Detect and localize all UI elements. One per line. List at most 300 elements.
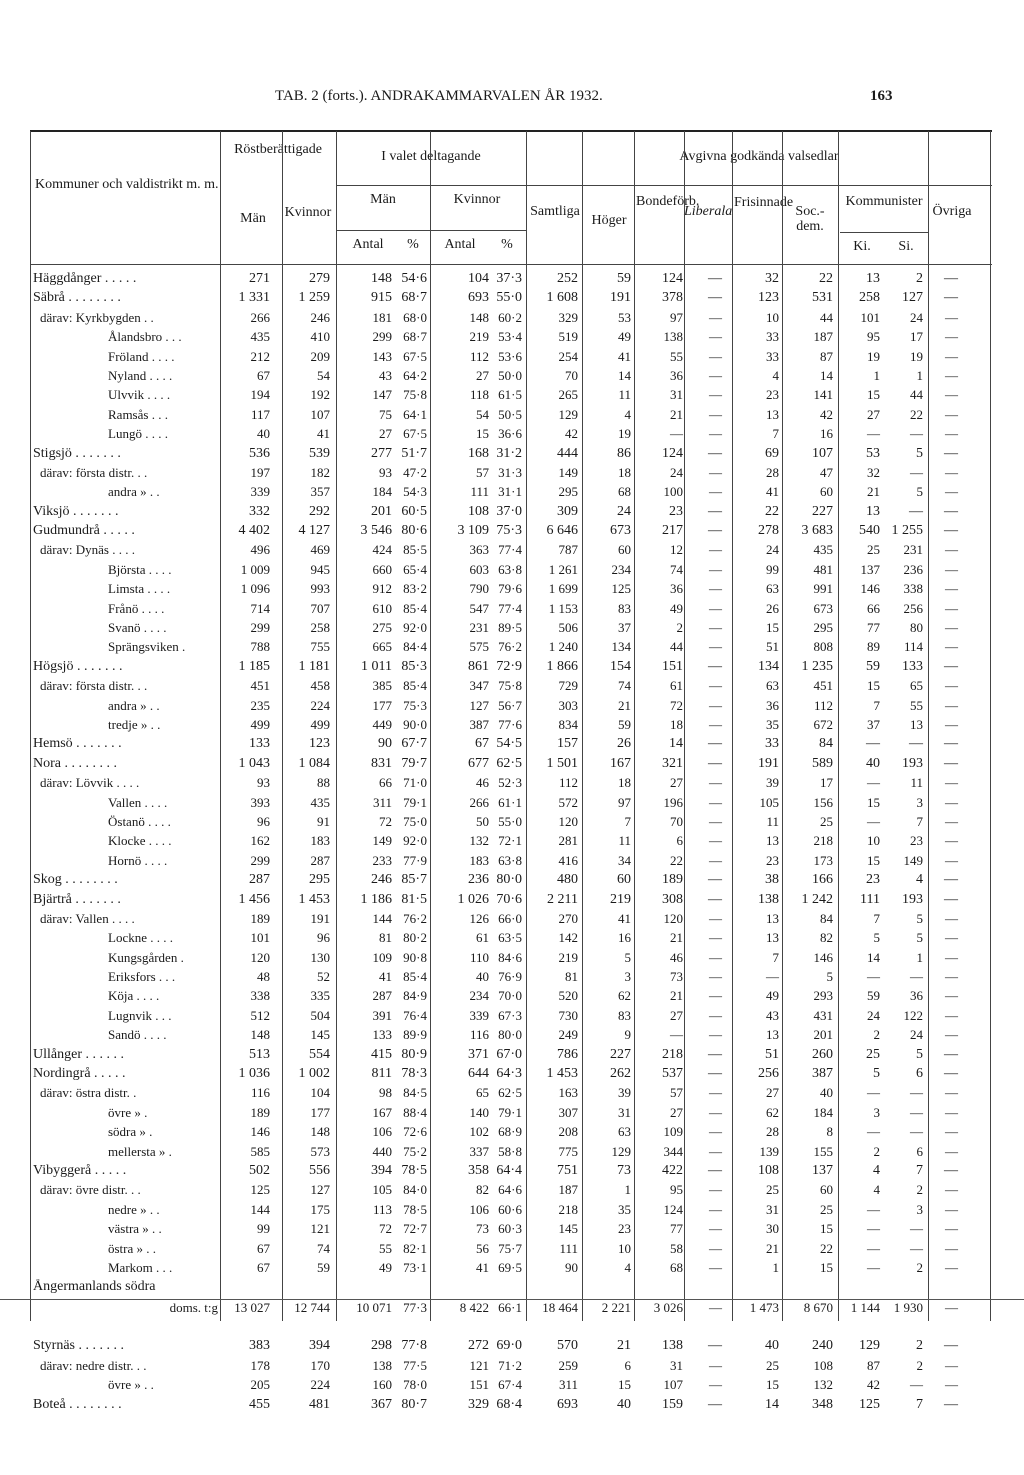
cell: 24 xyxy=(910,1027,923,1043)
cell: 42 xyxy=(820,406,833,422)
cell: — xyxy=(709,620,722,636)
cell: 480 xyxy=(557,872,578,888)
cell: — xyxy=(910,969,923,985)
cell: 693 xyxy=(468,290,489,306)
row-label: därav: Vallen . . . . xyxy=(40,910,135,926)
cell: 127 xyxy=(310,1182,330,1198)
cell: 23 xyxy=(766,852,779,868)
row-label: nedre » . . xyxy=(108,1201,160,1217)
cell: 224 xyxy=(310,697,330,713)
cell: 12 xyxy=(670,542,683,558)
cell: 610 xyxy=(372,600,392,616)
cell: 18 xyxy=(618,775,631,791)
cell: 167 xyxy=(610,755,631,771)
cell: 212 xyxy=(250,348,270,364)
cell: 5 xyxy=(916,1046,923,1062)
cell: 191 xyxy=(310,910,330,926)
cell: — xyxy=(709,1299,722,1315)
row-label: därav: nedre distr. . . xyxy=(40,1357,147,1373)
cell: 258 xyxy=(310,620,330,636)
cell: 67·4 xyxy=(498,1377,522,1393)
cell: 105 xyxy=(372,1182,392,1198)
cell: 40 xyxy=(765,1338,779,1354)
cell: 8 422 xyxy=(459,1299,489,1315)
cell: 82 xyxy=(820,930,833,946)
cell: 53·4 xyxy=(498,329,522,345)
cell: 111 xyxy=(559,1240,578,1256)
row-label: Frånö . . . . xyxy=(108,600,165,616)
cell: 469 xyxy=(310,542,330,558)
cell: 75·3 xyxy=(403,697,427,713)
cell: 33 xyxy=(766,329,779,345)
cell: 90 xyxy=(378,736,392,752)
cell: 16 xyxy=(820,426,833,442)
cell: 55 xyxy=(379,1240,392,1256)
cell: 554 xyxy=(309,1046,330,1062)
cell: — xyxy=(945,1259,958,1275)
cell: 831 xyxy=(371,755,392,771)
cell: 14 xyxy=(765,1396,779,1412)
cell: 72 xyxy=(379,1221,392,1237)
cell: 246 xyxy=(310,309,330,325)
cell: 149 xyxy=(372,833,392,849)
cell: 36 xyxy=(670,581,683,597)
cell: — xyxy=(867,1124,880,1140)
cell: 357 xyxy=(310,484,330,500)
cell: 31 xyxy=(618,1104,631,1120)
cell: 105 xyxy=(759,794,779,810)
cell: 84·4 xyxy=(403,639,427,655)
cell: 147 xyxy=(372,387,392,403)
cell: 129 xyxy=(558,406,578,422)
cell: 54·6 xyxy=(401,271,427,286)
cell: 84·9 xyxy=(403,988,427,1004)
cell: — xyxy=(945,1124,958,1140)
cell: 126 xyxy=(469,910,489,926)
cell: — xyxy=(708,1162,722,1178)
cell: 196 xyxy=(663,794,683,810)
cell: 88·4 xyxy=(403,1104,427,1120)
cell: 117 xyxy=(250,406,270,422)
row-label: Klocke . . . . xyxy=(108,833,172,849)
cell: 234 xyxy=(611,561,631,577)
cell: 40 xyxy=(617,1396,631,1412)
cell: 107 xyxy=(663,1377,683,1393)
row-label: Köja . . . . xyxy=(108,988,160,1004)
cell: — xyxy=(708,1046,722,1062)
cell: 22 xyxy=(819,271,833,286)
table-row xyxy=(0,271,1024,290)
cell: 31 xyxy=(670,387,683,403)
cell: 19 xyxy=(867,348,880,364)
cell: 393 xyxy=(250,794,270,810)
row-label: Ulvvik . . . . xyxy=(108,387,171,403)
cell: 69·0 xyxy=(496,1338,522,1354)
cell: 209 xyxy=(310,348,330,364)
cell: 309 xyxy=(557,503,578,519)
cell: 125 xyxy=(611,581,631,597)
cell: 266 xyxy=(469,794,489,810)
cell: — xyxy=(709,716,722,732)
col-socdem: Soc.-dem. xyxy=(795,204,825,234)
cell: 21 xyxy=(670,406,683,422)
cell: — xyxy=(945,1201,958,1217)
cell: 570 xyxy=(557,1338,578,1354)
cell: 236 xyxy=(903,561,923,577)
cell: — xyxy=(945,1221,958,1237)
cell: — xyxy=(708,1396,722,1412)
cell: 28 xyxy=(766,464,779,480)
cell: 7 xyxy=(772,426,779,442)
cell: 14 xyxy=(618,367,631,383)
cell: — xyxy=(867,775,880,791)
cell: 1 036 xyxy=(238,1066,270,1082)
cell: 87 xyxy=(867,1357,880,1373)
cell: — xyxy=(867,1085,880,1101)
cell: 13 027 xyxy=(234,1299,270,1315)
cell: 278 xyxy=(758,523,779,539)
cell: 25 xyxy=(867,542,880,558)
cell: 73 xyxy=(617,1162,631,1178)
table-row xyxy=(0,756,1024,775)
cell: 15 xyxy=(766,1377,779,1393)
table-row xyxy=(0,639,1024,658)
table-row xyxy=(0,659,1024,678)
cell: 114 xyxy=(903,639,923,655)
cell: — xyxy=(709,1124,722,1140)
cell: 60 xyxy=(617,872,631,888)
cell: 77·3 xyxy=(403,1299,427,1315)
cell: 25 xyxy=(820,1201,833,1217)
cell: 14 xyxy=(820,367,833,383)
cell: 219 xyxy=(610,891,631,907)
cell: — xyxy=(709,833,722,849)
cell: 191 xyxy=(758,755,779,771)
table-row xyxy=(0,1027,1024,1046)
cell: — xyxy=(944,658,958,674)
cell: 303 xyxy=(558,697,578,713)
cell: 80·7 xyxy=(401,1396,427,1412)
cell: 252 xyxy=(557,271,578,286)
cell: 3 683 xyxy=(801,523,833,539)
cell: 321 xyxy=(662,755,683,771)
cell: 234 xyxy=(469,988,489,1004)
cell: 9 xyxy=(624,1027,631,1043)
col-antal2: Antal xyxy=(444,237,476,252)
cell: 75·0 xyxy=(403,813,427,829)
table-row xyxy=(0,1221,1024,1240)
cell: — xyxy=(945,464,958,480)
col-ki: Ki. xyxy=(853,239,871,254)
cell: 54 xyxy=(476,406,489,422)
table-row xyxy=(0,892,1024,911)
cell: 83·2 xyxy=(403,581,427,597)
cell: 4 402 xyxy=(238,523,270,539)
cell: 2 xyxy=(916,1259,923,1275)
cell: 431 xyxy=(813,1007,833,1023)
cell: 287 xyxy=(372,988,392,1004)
cell: 292 xyxy=(309,503,330,519)
cell: 335 xyxy=(310,988,330,1004)
cell: 108 xyxy=(758,1162,779,1178)
cell: 111 xyxy=(860,891,880,907)
cell: — xyxy=(910,1377,923,1393)
cell: — xyxy=(945,1182,958,1198)
cell: 76·2 xyxy=(403,910,427,926)
cell: — xyxy=(944,523,958,539)
table-row xyxy=(0,717,1024,736)
cell: 74 xyxy=(317,1240,330,1256)
cell: 100 xyxy=(663,484,683,500)
cell: 26 xyxy=(766,600,779,616)
cell: 4 xyxy=(624,1259,631,1275)
cell: 660 xyxy=(372,561,392,577)
row-label: Boteå . . . . . . . . xyxy=(33,1396,122,1412)
table-row xyxy=(0,387,1024,406)
cell: 693 xyxy=(557,1396,578,1412)
cell: 49 xyxy=(379,1259,392,1275)
table-row xyxy=(0,1182,1024,1201)
cell: 145 xyxy=(310,1027,330,1043)
cell: 265 xyxy=(558,387,578,403)
cell: 218 xyxy=(662,1046,683,1062)
cell: 191 xyxy=(610,290,631,306)
col-hoger: Höger xyxy=(591,213,627,228)
table-row xyxy=(0,1047,1024,1066)
cell: 67·0 xyxy=(496,1046,522,1062)
cell: 160 xyxy=(372,1377,392,1393)
cell: 163 xyxy=(558,1085,578,1101)
table-row xyxy=(0,795,1024,814)
cell: 15 xyxy=(820,1221,833,1237)
cell: 10 xyxy=(766,309,779,325)
cell: 80·9 xyxy=(401,1046,427,1062)
cell: 258 xyxy=(859,290,880,306)
cell: — xyxy=(944,290,958,306)
table-row xyxy=(0,1008,1024,1027)
table-row xyxy=(0,1241,1024,1260)
cell: — xyxy=(708,1066,722,1082)
cell: 219 xyxy=(469,329,489,345)
row-label: Ångermanlands södra xyxy=(33,1279,156,1295)
cell: 59 xyxy=(317,1259,330,1275)
table-row xyxy=(0,349,1024,368)
row-label: därav: östra distr. . xyxy=(40,1085,137,1101)
cell: 146 xyxy=(813,949,833,965)
cell: 338 xyxy=(250,988,270,1004)
row-label: doms. t:g xyxy=(169,1299,218,1315)
cell: 77 xyxy=(867,620,880,636)
cell: — xyxy=(708,445,722,461)
page-header xyxy=(0,88,1024,108)
cell: — xyxy=(945,910,958,926)
cell: 834 xyxy=(558,716,578,732)
cell: 61 xyxy=(670,678,683,694)
row-label: Ullånger . . . . . . xyxy=(33,1046,124,1062)
cell: 98 xyxy=(379,1085,392,1101)
cell: 104 xyxy=(310,1085,330,1101)
cell: 38 xyxy=(765,872,779,888)
cell: 177 xyxy=(372,697,392,713)
cell: 227 xyxy=(812,503,833,519)
cell: — xyxy=(945,329,958,345)
cell: 67·5 xyxy=(403,426,427,442)
cell: 7 xyxy=(916,1396,923,1412)
cell: 23 xyxy=(866,872,880,888)
cell: 78·3 xyxy=(401,1066,427,1082)
cell: 6 xyxy=(624,1357,631,1373)
cell: 272 xyxy=(468,1338,489,1354)
cell: 861 xyxy=(468,658,489,674)
cell: 77·6 xyxy=(498,716,522,732)
cell: 59 xyxy=(618,716,631,732)
cell: 644 xyxy=(468,1066,489,1082)
cell: 259 xyxy=(558,1357,578,1373)
col-frisinnade: Frisinnade xyxy=(734,195,794,210)
row-label: Svanö . . . . xyxy=(108,620,167,636)
cell: 85·4 xyxy=(403,600,427,616)
cell: 27 xyxy=(867,406,880,422)
cell: — xyxy=(944,1046,958,1062)
table-row xyxy=(0,581,1024,600)
cell: 77·9 xyxy=(403,852,427,868)
cell: — xyxy=(708,1338,722,1354)
cell: 54·3 xyxy=(403,484,427,500)
cell: 73 xyxy=(670,969,683,985)
cell: 449 xyxy=(372,716,392,732)
cell: 575 xyxy=(469,639,489,655)
cell: 122 xyxy=(903,1007,923,1023)
cell: 3 xyxy=(916,1201,923,1217)
cell: 101 xyxy=(860,309,880,325)
cell: 249 xyxy=(558,1027,578,1043)
col-pct: % xyxy=(407,237,419,252)
col-pct2: % xyxy=(501,237,513,252)
cell: 75·3 xyxy=(496,523,522,539)
cell: — xyxy=(708,736,722,752)
table-row xyxy=(0,310,1024,329)
cell: 15 xyxy=(867,678,880,694)
cell: 87 xyxy=(820,348,833,364)
cell: 15 xyxy=(867,852,880,868)
cell: 187 xyxy=(813,329,833,345)
cell: 89·9 xyxy=(403,1027,427,1043)
cell: 673 xyxy=(813,600,833,616)
cell: 43 xyxy=(766,1007,779,1023)
cell: 21 xyxy=(670,930,683,946)
cell: — xyxy=(709,1027,722,1043)
cell: 95 xyxy=(867,329,880,345)
cell: 4 127 xyxy=(298,523,330,539)
cell: 58 xyxy=(670,1240,683,1256)
cell: 31 xyxy=(670,1357,683,1373)
cell: 181 xyxy=(372,309,392,325)
cell: 61·5 xyxy=(498,387,522,403)
cell: 54·5 xyxy=(496,736,522,752)
cell: — xyxy=(709,329,722,345)
cell: 22 xyxy=(670,852,683,868)
table-row xyxy=(0,504,1024,523)
cell: 499 xyxy=(250,716,270,732)
cell: — xyxy=(945,1007,958,1023)
cell: 4 xyxy=(873,1182,880,1198)
cell: 287 xyxy=(310,852,330,868)
cell: 79·1 xyxy=(498,1104,522,1120)
col-ovriga: Övriga xyxy=(932,204,972,219)
cell: 79·1 xyxy=(403,794,427,810)
cell: 184 xyxy=(813,1104,833,1120)
cell: 367 xyxy=(371,1396,392,1412)
table-body xyxy=(0,271,1024,1416)
cell: 37 xyxy=(867,716,880,732)
cell: 23 xyxy=(618,1221,631,1237)
cell: 68·7 xyxy=(401,290,427,306)
table-row xyxy=(0,1279,1024,1298)
cell: 69·5 xyxy=(498,1259,522,1275)
table-row xyxy=(0,620,1024,639)
table-row xyxy=(0,1105,1024,1124)
cell: 729 xyxy=(558,678,578,694)
row-label: Styrnäs . . . . . . . xyxy=(33,1338,124,1354)
cell: 41 xyxy=(476,1259,489,1275)
cell: 1 259 xyxy=(298,290,330,306)
cell: 13 xyxy=(766,910,779,926)
cell: 51·7 xyxy=(401,445,427,461)
cell: 106 xyxy=(372,1124,392,1140)
cell: 66 xyxy=(867,600,880,616)
cell: 138 xyxy=(662,1338,683,1354)
cell: 15 xyxy=(820,1259,833,1275)
cell: 15 xyxy=(476,426,489,442)
cell: 208 xyxy=(558,1124,578,1140)
table-row xyxy=(0,988,1024,1007)
cell: 67 xyxy=(475,736,489,752)
cell: 85·3 xyxy=(401,658,427,674)
cell: 1 011 xyxy=(361,658,392,674)
cell: 256 xyxy=(758,1066,779,1082)
cell: 55·0 xyxy=(496,290,522,306)
cell: 57 xyxy=(670,1085,683,1101)
cell: 124 xyxy=(662,445,683,461)
cell: 80·6 xyxy=(401,523,427,539)
cell: 41 xyxy=(618,348,631,364)
cell: 79·7 xyxy=(401,755,427,771)
cell: 513 xyxy=(249,1046,270,1062)
cell: — xyxy=(945,639,958,655)
cell: — xyxy=(945,620,958,636)
table-row xyxy=(0,736,1024,755)
cell: 18 464 xyxy=(542,1299,578,1315)
cell: — xyxy=(766,969,779,985)
cell: — xyxy=(670,426,683,442)
cell: 519 xyxy=(558,329,578,345)
cell: 60 xyxy=(618,542,631,558)
cell: 385 xyxy=(372,678,392,694)
cell: 107 xyxy=(812,445,833,461)
cell: 751 xyxy=(557,1162,578,1178)
cell: 24 xyxy=(617,503,631,519)
cell: 329 xyxy=(468,1396,489,1412)
cell: 167 xyxy=(372,1104,392,1120)
cell: 2 xyxy=(873,1143,880,1159)
cell: 77·8 xyxy=(401,1338,427,1354)
cell: 189 xyxy=(250,1104,270,1120)
cell: 13 xyxy=(766,406,779,422)
col-kommuner: Kommuner och valdistrikt m. m. xyxy=(35,177,219,192)
cell: — xyxy=(945,852,958,868)
cell: — xyxy=(709,561,722,577)
row-label: Vallen . . . . xyxy=(108,794,168,810)
